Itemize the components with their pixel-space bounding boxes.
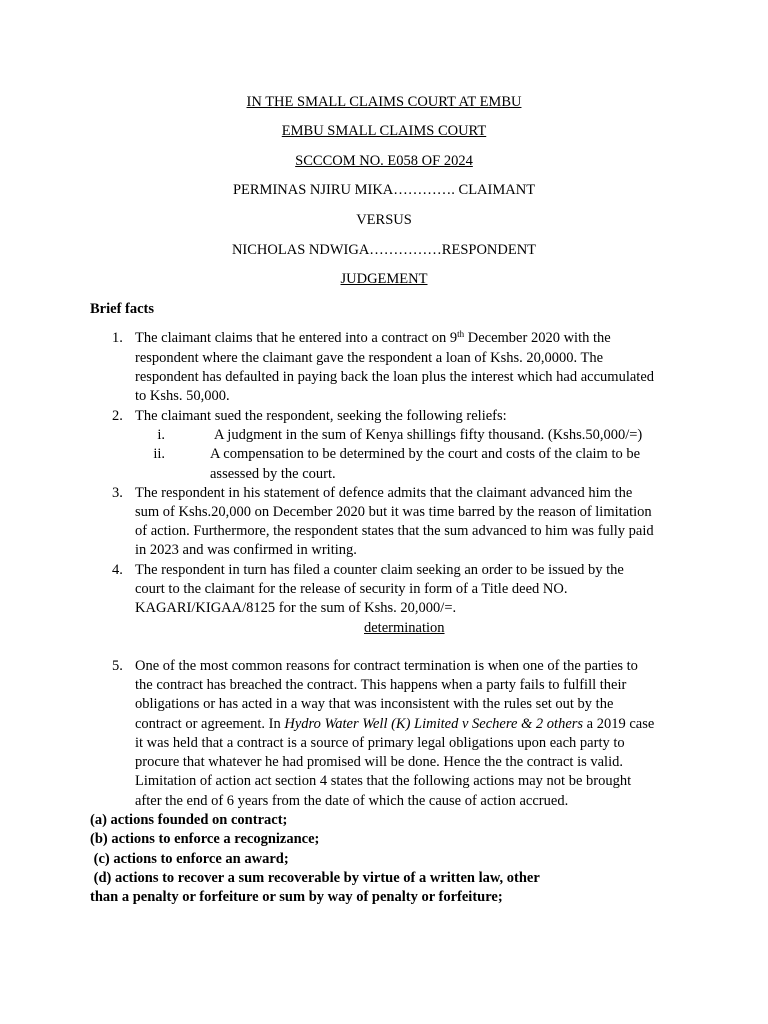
item-2-line-1: The claimant sued the respondent, seeking the following reliefs: <box>135 408 507 424</box>
relief-ii-line-2: assessed by the court. <box>210 466 336 482</box>
versus-line: VERSUS <box>356 212 412 228</box>
action-a: (a) actions founded on contract; <box>90 812 288 828</box>
item-5-line-4: contract or agreement. In Hydro Water Well (K) Limited v Sechere & 2 others a 2019 case <box>135 716 655 732</box>
item-5-line-8: after the end of 6 years from the date of which the cause of action accrued. <box>135 793 569 809</box>
relief-i-text: A judgment in the sum of Kenya shillings fifty thousand. (Kshs.50,000/=) <box>214 427 643 443</box>
item-number: 5. <box>112 658 123 674</box>
action-c: (c) actions to enforce an award; <box>90 851 289 867</box>
court-heading: IN THE SMALL CLAIMS COURT AT EMBU <box>246 94 522 110</box>
item-1-line-3: respondent has defaulted in paying back the loan plus the interest which had accumulated <box>135 369 655 385</box>
item-1-line-2: respondent where the claimant gave the respondent a loan of Kshs. 20,0000. The <box>135 350 604 366</box>
item-number: 3. <box>112 485 123 501</box>
action-d-line-1: (d) actions to recover a sum recoverable by virtue of a written law, other <box>90 870 540 886</box>
item-3-line-3: of action. Furthermore, the respondent states that the sum advanced to him was fully paid <box>135 523 654 539</box>
item-5-line-2: the contract has breached the contract. This happens when a party fails to fulfill their <box>135 677 627 693</box>
item-number: 2. <box>112 408 123 424</box>
judgement-title: JUDGEMENT <box>340 271 428 287</box>
item-5-line-3: obligations or has acted in a way that was inconsistent with the rules set out by the <box>135 696 614 712</box>
case-number: SCCCOM NO. E058 OF 2024 <box>295 153 473 169</box>
brief-facts-heading: Brief facts <box>90 301 155 317</box>
item-3-line-4: in 2023 and was confirmed in writing. <box>135 542 357 558</box>
claimant-line: PERMINAS NJIRU MIKA…………. CLAIMANT <box>232 182 536 198</box>
respondent-line: NICHOLAS NDWIGA……………RESPONDENT <box>231 242 537 258</box>
item-4-line-3: KAGARI/KIGAA/8125 for the sum of Kshs. 20,000/=. <box>135 600 457 616</box>
court-name: EMBU SMALL CLAIMS COURT <box>281 123 487 139</box>
action-d-line-2: than a penalty or forfeiture or sum by way of penalty or forfeiture; <box>90 889 503 905</box>
item-4-line-1: The respondent in turn has filed a counter claim seeking an order to be issued by the <box>135 562 624 578</box>
item-1-line-4: to Kshs. 50,000. <box>135 388 230 404</box>
action-b: (b) actions to enforce a recognizance; <box>90 831 320 847</box>
item-5-line-5: it was held that a contract is a source of primary legal obligations upon each party to <box>135 735 625 751</box>
relief-ii-line-1: A compensation to be determined by the court and costs of the claim to be <box>210 446 641 462</box>
item-3-line-1: The respondent in his statement of defence admits that the claimant advanced him the <box>135 485 633 501</box>
relief-number: ii. <box>153 446 165 462</box>
item-1-line-1: The claimant claims that he entered into a contract on 9th December 2020 with the <box>135 329 611 346</box>
item-4-line-2: court to the claimant for the release of security in form of a Title deed NO. <box>135 581 568 597</box>
relief-number: i. <box>157 427 165 443</box>
item-number: 1. <box>112 330 123 346</box>
item-number: 4. <box>112 562 123 578</box>
item-5-line-6: procure that whatever he had promised will be done. Hence the the contract is valid. <box>135 754 623 770</box>
case-citation: Hydro Water Well (K) Limited v Sechere & 2 others <box>284 716 584 732</box>
determination-heading: determination <box>364 620 445 636</box>
item-5-line-7: Limitation of action act section 4 states that the following actions may not be brought <box>135 773 632 789</box>
item-5-line-1: One of the most common reasons for contract termination is when one of the parties to <box>135 658 638 674</box>
item-3-line-2: sum of Kshs.20,000 on December 2020 but it was time barred by the reason of limitation <box>135 504 652 520</box>
